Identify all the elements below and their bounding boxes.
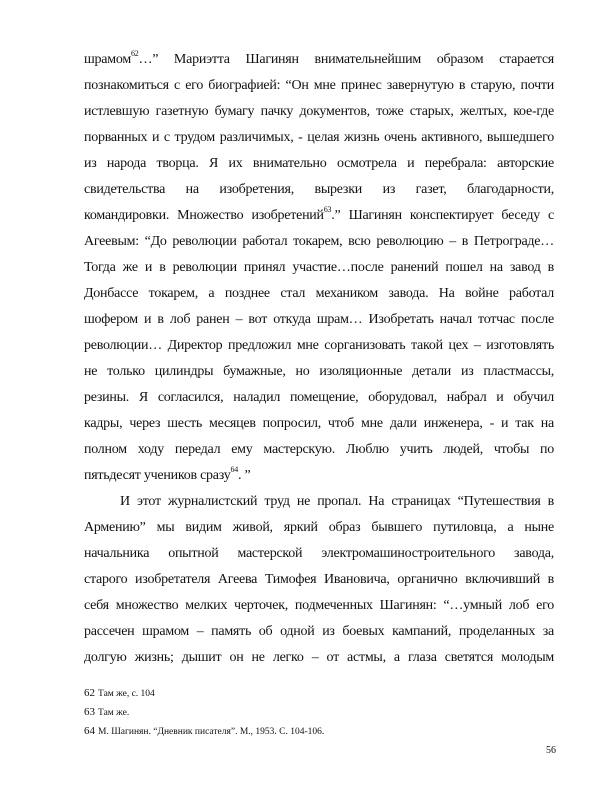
text-line: познакомиться с его биографией: “Он мне принес завернутую в старую, почти	[84, 78, 554, 93]
text-line: полном ходу передал ему мастерскую. Люблю учить людей, чтобы по	[84, 442, 554, 457]
text-line: кадры, через шесть месяцев попросил, чтоб мне дали инженера, - и так на	[84, 416, 554, 431]
footnote-ref[interactable]: 63	[323, 205, 332, 215]
main-text	[84, 47, 554, 671]
text-line: себя множество мелких черточек, подмеченных Шагинян: “…умный лоб его	[84, 598, 554, 613]
footnote	[84, 722, 554, 741]
text-line: Армению” мы видим живой, яркий образ бывшего путиловца, а ныне	[84, 520, 554, 535]
text-line: Тогда же и в революции принял участие…после ранений пошел на завод в	[84, 260, 554, 275]
text-line: резины. Я согласился, наладил помещение, оборудовал, набрал и обучил	[84, 390, 554, 405]
footnote	[84, 703, 554, 722]
text-line: шофером и в лоб ранен – вот откуда шрам… Изобретать начал тотчас после	[84, 312, 554, 327]
text-line: начальника опытной мастерской электромашиностроительного завода,	[84, 546, 554, 561]
text-line: Донбассе токарем, а позднее стал механиком завода. На войне работал	[84, 286, 554, 301]
text-line: революции… Директор предложил мне сорганизовать такой цех – изготовлять	[84, 338, 554, 353]
text-line: командировки. Множество изобретений$^{63}$.” Шагинян конспектирует беседу с	[84, 205, 555, 223]
text-line: рассечен шрамом – память об одной из боевых кампаний, проделанных за	[84, 624, 554, 639]
footnotes	[84, 684, 554, 741]
text-line: пятьдесят учеников сразу$^{64}$. ”	[84, 465, 251, 483]
text-line: из народа творца. Я их внимательно осмотрела и перебрала: авторские	[84, 156, 554, 171]
footnote-ref[interactable]: 64	[230, 465, 238, 475]
footnote-number: 63	[84, 706, 95, 718]
text-line: Агеевым: “До революции работал токарем, всю революцию – в Петрограде…	[84, 234, 554, 249]
footnote-text: М. Шагинян. “Дневник писателя”. М., 1953. С. 104-106.	[98, 727, 325, 737]
footnote-text: Там же.	[98, 708, 130, 718]
paragraph-start-line: И этот журналистский труд не пропал. На страницах “Путешествия в	[120, 494, 554, 509]
footnote-number: 64	[84, 725, 95, 737]
footnote	[84, 684, 554, 703]
text-line: не только цилиндры бумажные, но изоляционные детали из пластмассы,	[84, 364, 554, 379]
page-number: 56	[546, 745, 556, 756]
text-line: истлевшую газетную бумагу пачку документов, тоже старых, желтых, кое-где	[84, 104, 554, 119]
text-line: порванных и с трудом различимых, - целая жизнь очень активного, вышедшего	[84, 130, 554, 145]
text-line: долгую жизнь; дышит он не легко – от астмы, а глаза светятся молодым	[84, 650, 554, 665]
footnote-ref[interactable]: 62	[130, 49, 139, 59]
text-line: старого изобретателя Агеева Тимофея Ивановича, органично включивший в	[84, 572, 554, 587]
text-line: свидетельства на изобретения, вырезки из газет, благодарности,	[84, 182, 554, 197]
text-line: шрамом$^{62}$…” Мариэтта Шагинян внимательнейшим образом старается	[84, 49, 554, 67]
footnote-text: Там же, с. 104	[98, 689, 155, 699]
footnote-number: 62	[84, 687, 95, 699]
